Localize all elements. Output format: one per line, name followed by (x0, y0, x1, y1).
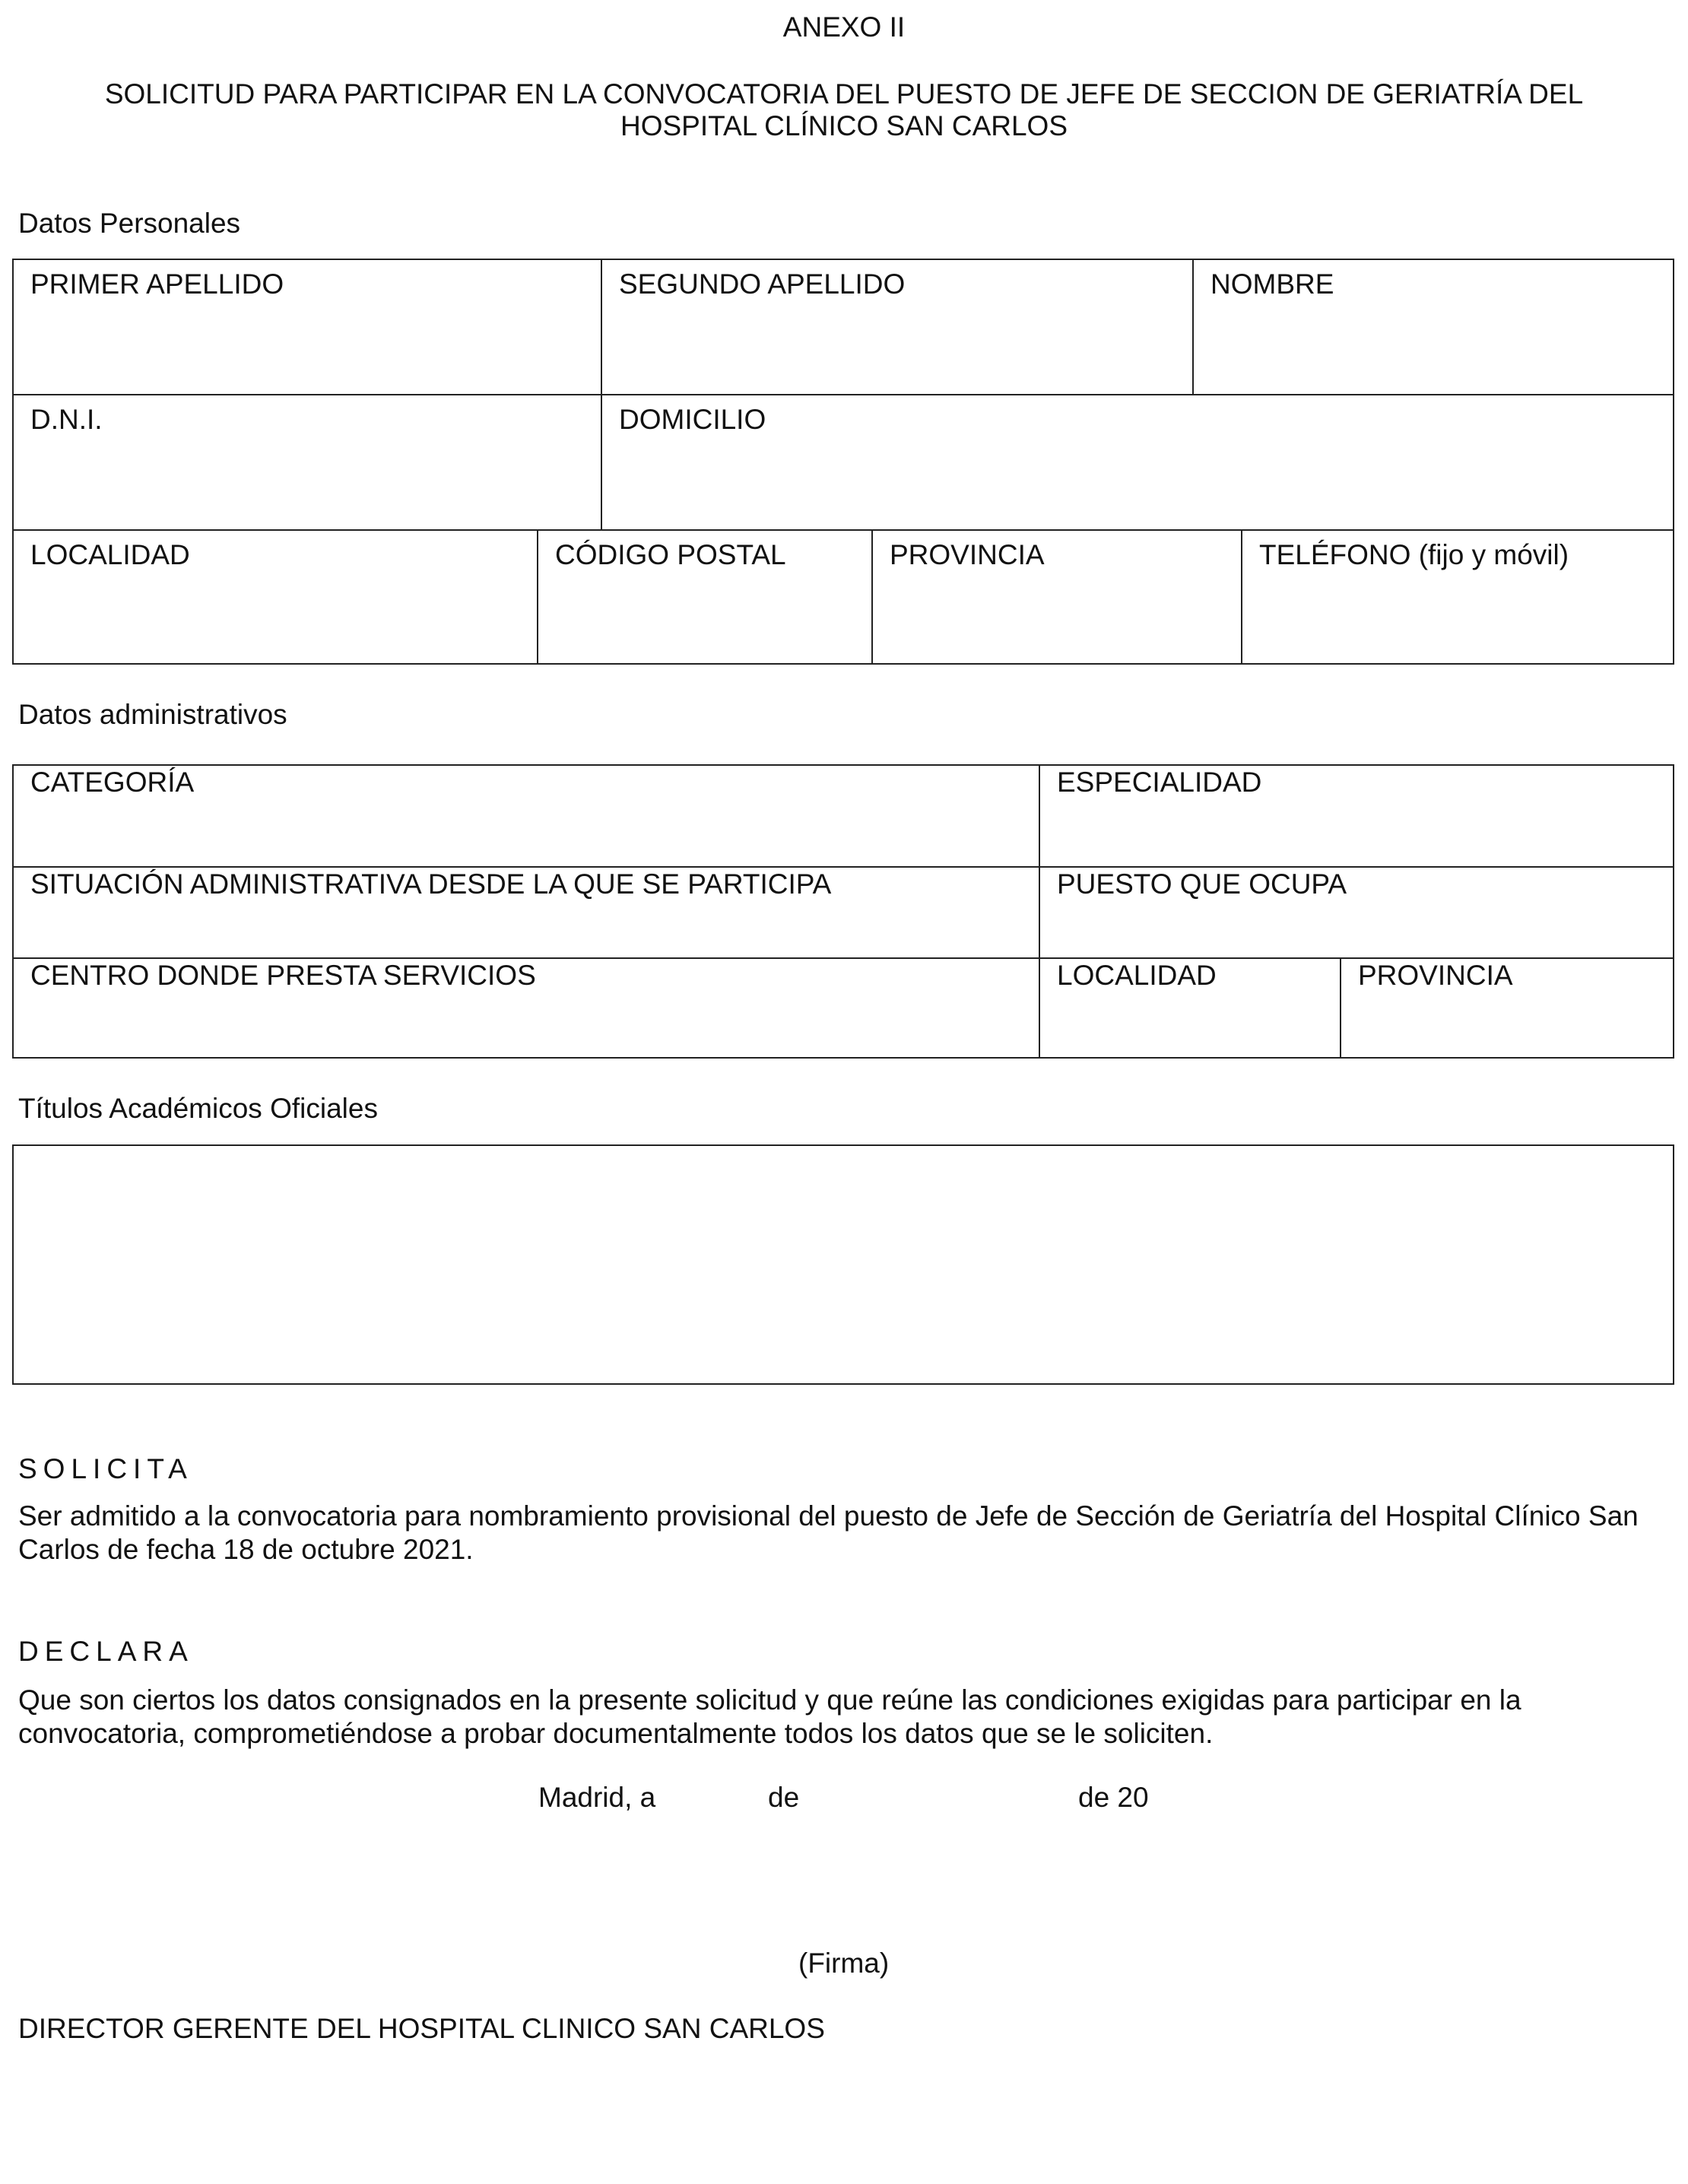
solicita-text-line1: Ser admitido a la convocatoria para nombramiento provisional del puesto de Jefe de Sección de Geriatría del Hospital Clínico San (18, 1500, 1639, 1532)
date-de-month: de (768, 1782, 800, 1813)
administrative-data-table (12, 764, 1674, 1059)
puesto-field[interactable] (1039, 866, 1673, 957)
situacion-label: SITUACIÓN ADMINISTRATIVA DESDE LA QUE SE PARTICIPA (30, 868, 832, 900)
declara-heading: DECLARA (18, 1636, 194, 1667)
annex-label: ANEXO II (782, 11, 906, 43)
codigo-postal-field[interactable] (537, 529, 871, 663)
addressee: DIRECTOR GERENTE DEL HOSPITAL CLINICO SAN CARLOS (18, 2013, 825, 2044)
dni-field[interactable] (14, 394, 601, 529)
domicilio-field[interactable] (601, 394, 1673, 529)
localidad-field[interactable] (14, 529, 537, 663)
solicita-heading: SOLICITA (18, 1453, 193, 1484)
declara-text-line2: convocatoria, comprometiéndose a probar documentalmente todos los datos que se le soliciten. (18, 1718, 1214, 1749)
telefono-label: TELÉFONO (fijo y móvil) (1259, 539, 1569, 570)
centro-label: CENTRO DONDE PRESTA SERVICIOS (30, 960, 536, 991)
codigo-postal-label: CÓDIGO POSTAL (555, 539, 786, 570)
especialidad-field[interactable] (1039, 766, 1673, 866)
titles-heading: Títulos Académicos Oficiales (18, 1093, 378, 1124)
puesto-label: PUESTO QUE OCUPA (1057, 868, 1347, 900)
admin-provincia-field[interactable] (1340, 957, 1673, 1057)
personal-data-table (12, 259, 1674, 665)
primer-apellido-field[interactable] (14, 260, 601, 394)
form-title-line2: HOSPITAL CLÍNICO SAN CARLOS (620, 110, 1068, 141)
domicilio-label: DOMICILIO (619, 404, 766, 435)
categoria-label: CATEGORÍA (30, 767, 195, 798)
personal-data-heading: Datos Personales (18, 208, 241, 239)
segundo-apellido-label: SEGUNDO APELLIDO (619, 268, 906, 300)
provincia-label: PROVINCIA (890, 539, 1045, 570)
segundo-apellido-field[interactable] (601, 260, 1192, 394)
solicita-text-line2: Carlos de fecha 18 de octubre 2021. (18, 1534, 474, 1565)
titles-field[interactable] (12, 1144, 1674, 1385)
admin-localidad-field[interactable] (1039, 957, 1340, 1057)
centro-field[interactable] (14, 957, 1039, 1057)
dni-label: D.N.I. (30, 404, 103, 435)
telefono-field[interactable] (1241, 529, 1673, 663)
categoria-field[interactable] (14, 766, 1039, 866)
form-title-line1: SOLICITUD PARA PARTICIPAR EN LA CONVOCATORIA DEL PUESTO DE JEFE DE SECCION DE GERIATRÍA DEL (104, 78, 1584, 110)
signature-label: (Firma) (798, 1948, 890, 1979)
admin-provincia-label: PROVINCIA (1358, 960, 1513, 991)
especialidad-label: ESPECIALIDAD (1057, 767, 1262, 798)
admin-localidad-label: LOCALIDAD (1057, 960, 1217, 991)
date-place: Madrid, a (538, 1782, 656, 1813)
localidad-label: LOCALIDAD (30, 539, 190, 570)
provincia-field[interactable] (871, 529, 1241, 663)
primer-apellido-label: PRIMER APELLIDO (30, 268, 284, 300)
situacion-field[interactable] (14, 866, 1039, 957)
declara-text-line1: Que son ciertos los datos consignados en la presente solicitud y que reúne las condiciones exigidas para participar en la (18, 1684, 1521, 1716)
nombre-label: NOMBRE (1210, 268, 1334, 300)
administrative-data-heading: Datos administrativos (18, 699, 287, 730)
date-de-year: de 20 (1078, 1782, 1149, 1813)
nombre-field[interactable] (1192, 260, 1673, 394)
